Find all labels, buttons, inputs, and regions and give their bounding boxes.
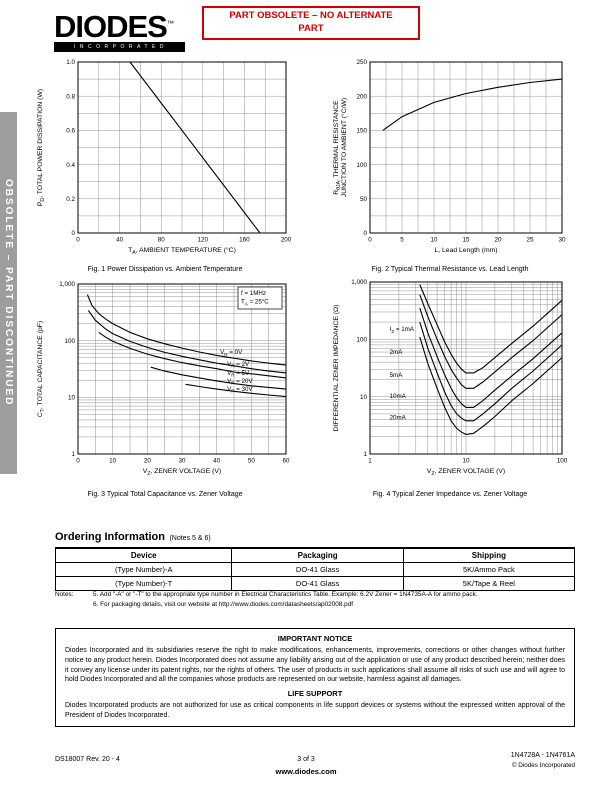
svg-text:0: 0: [368, 236, 372, 244]
column-header-device: Device: [56, 549, 232, 563]
svg-text:20mA: 20mA: [389, 414, 406, 422]
svg-text:10: 10: [462, 457, 470, 465]
svg-text:L, Lead Length (mm): L, Lead Length (mm): [434, 247, 498, 254]
svg-text:10: 10: [359, 393, 367, 401]
column-header-packaging: Packaging: [232, 549, 403, 563]
svg-text:VZ, ZENER VOLTAGE (V): $V_Z$, ZENER VOLTAGE (V): [426, 468, 506, 477]
ordering-table: [55, 548, 575, 591]
svg-text:PD, TOTAL POWER DISSIPATION (W: $P_D$, TOTAL POWER DISSIPATION (W): [37, 88, 46, 207]
svg-text:150: 150: [356, 127, 367, 135]
svg-text:50: 50: [247, 457, 255, 465]
svg-text:60: 60: [282, 457, 290, 465]
svg-text:JUNCTION TO AMBIENT (°C/W): JUNCTION TO AMBIENT (°C/W): [341, 97, 348, 198]
cell-shipping: 5K/Ammo Pack: [403, 563, 574, 577]
fig2-caption: Fig. 2 Typical Thermal Resistance vs. Lead Length: [371, 266, 529, 273]
svg-text:20: 20: [143, 457, 151, 465]
fig1-caption: Fig. 1 Power Dissipation vs. Ambient Temperature: [87, 266, 243, 273]
svg-text:30: 30: [178, 457, 186, 465]
svg-text:0: 0: [76, 457, 80, 465]
ordering-notes: [55, 590, 575, 609]
fig1-plot: [34, 56, 296, 261]
fig3-caption: Fig. 3 Typical Total Capacitance vs. Zener Voltage: [87, 491, 243, 498]
obsolete-sidebar-text: OBSOLETE – PART DISCONTINUED: [3, 179, 14, 407]
svg-text:1: 1: [368, 457, 372, 465]
svg-text:VR = 30V: $V_R = 30V$: [227, 385, 253, 394]
ordering-title: Ordering Information: [55, 531, 165, 543]
svg-text:CT, TOTAL CAPACITANCE (pF): $C_T$, TOTAL CAPACITANCE (pF): [37, 320, 46, 418]
svg-text:160: 160: [239, 236, 250, 244]
svg-text:25: 25: [526, 236, 534, 244]
important-notice-title: IMPORTANT NOTICE: [277, 634, 353, 643]
svg-text:TA, AMBIENT TEMPERATURE (°C): $T_A$, AMBIENT TEMPERATURE (°C): [128, 247, 236, 256]
note-6: 6. For packaging details, visit our website at http://www.diodes.com/datasheets/ap02008.pdf: [93, 600, 354, 608]
life-support-title: LIFE SUPPORT: [287, 689, 343, 699]
svg-text:15: 15: [462, 236, 470, 244]
svg-text:0: 0: [363, 230, 367, 238]
svg-text:VR = 20V: $V_R = 20V$: [227, 377, 253, 386]
fig1-power-dissipation-chart: [34, 56, 296, 273]
svg-text:5mA: 5mA: [389, 372, 403, 380]
document-number: DS18007 Rev. 20 - 4: [55, 756, 120, 763]
svg-text:250: 250: [356, 59, 367, 67]
fig3-plot: [34, 276, 296, 486]
svg-text:20: 20: [494, 236, 502, 244]
website-link[interactable]: www.diodes.com: [275, 767, 337, 776]
ordering-information-header: [55, 527, 575, 548]
logo-wordmark: DIODES™: [54, 9, 173, 44]
svg-text:IZ = 1mA: $I_Z = 1mA$: [389, 325, 414, 334]
fig2-plot: [330, 56, 570, 261]
svg-text:120: 120: [197, 236, 209, 244]
svg-text:10: 10: [430, 236, 438, 244]
svg-text:DIFFERENTIAL ZENER IMPEDANCE (: DIFFERENTIAL ZENER IMPEDANCE (Ω): [333, 304, 340, 432]
svg-text:40: 40: [213, 457, 221, 465]
svg-text:10: 10: [67, 394, 75, 402]
svg-text:TA = 25°C: $T_A = 25^\circ C$: [241, 298, 269, 307]
cell-shipping: 5K/Tape & Reel: [403, 577, 574, 591]
svg-text:0: 0: [71, 230, 75, 238]
svg-text:2mA: 2mA: [389, 349, 403, 357]
notes-label: Notes:: [55, 591, 74, 598]
note-5: 5. Add "-A" or "-T" to the appropriate type number in Electrical Characteristics Table. Example: 6.2V Zener = 1N4735A-A for ammo pack.: [93, 591, 478, 598]
svg-text:VR = 5V: $V_R = 5V$: [227, 369, 250, 378]
svg-text:200: 200: [280, 236, 292, 244]
cell-device: (Type Number)-A: [56, 563, 232, 577]
svg-text:1,000: 1,000: [351, 279, 367, 287]
fig4-plot: [330, 276, 570, 486]
svg-text:100: 100: [556, 457, 568, 465]
column-header-shipping: Shipping: [403, 549, 574, 563]
banner-line1: PART OBSOLETE – NO ALTERNATE: [229, 10, 393, 22]
svg-text:100: 100: [356, 161, 367, 169]
important-notice-body: Diodes Incorporated and its subsidiaries reserve the right to make modifications, enhancements, improvements, corrections or other changes without further notice to any product herein. Diodes Incorporated does not assume any liability arising out of the application or use of any product described herein; neither does it convey any license under its patent rights, nor the rights of others. The user of products in such applications shall assume all risks of such use and will agree to hold Diodes Incorporated and all the companies whose products are represented on our website, harmless against all damages.: [65, 647, 565, 684]
svg-text:100: 100: [356, 336, 367, 344]
svg-text:1: 1: [363, 451, 367, 459]
fig4-zener-impedance-chart: [330, 276, 570, 498]
table-row: [56, 563, 575, 577]
fig3-capacitance-chart: [34, 276, 296, 498]
diodes-logo: [54, 9, 194, 52]
svg-text:f = 1MHz: f = 1MHz: [241, 290, 266, 297]
svg-text:10: 10: [109, 457, 117, 465]
svg-text:0.6: 0.6: [66, 127, 75, 135]
svg-text:200: 200: [356, 93, 367, 101]
svg-text:VR = 2V: $V_R = 2V$: [227, 360, 250, 369]
ordering-title-note: (Notes 5 & 6): [169, 535, 211, 542]
svg-text:10mA: 10mA: [389, 392, 406, 400]
svg-text:1,000: 1,000: [59, 281, 75, 289]
svg-text:0.8: 0.8: [66, 93, 75, 101]
ordering-table-header-row: [56, 549, 575, 563]
svg-text:40: 40: [116, 236, 124, 244]
svg-text:50: 50: [359, 196, 367, 203]
svg-text:VR = 0V: $V_R = 0V$: [220, 349, 243, 357]
svg-text:0: 0: [76, 236, 80, 244]
cell-packaging: DO-41 Glass: [232, 577, 403, 591]
page-number: 3 of 3: [297, 756, 315, 763]
svg-text:80: 80: [157, 236, 165, 244]
svg-text:1: 1: [71, 451, 75, 459]
svg-text:RθJA, THERMAL RESISTANCE: $R_{\theta JA}$, THERMAL RESISTANCE: [333, 100, 342, 195]
banner-line2: PART: [298, 23, 324, 34]
svg-text:VZ, ZENER VOLTAGE (V): $V_Z$, ZENER VOLTAGE (V): [142, 468, 222, 477]
svg-text:1.0: 1.0: [66, 59, 75, 67]
cell-device: (Type Number)-T: [56, 577, 232, 591]
obsolete-sidebar: [0, 112, 17, 474]
svg-text:5: 5: [400, 236, 404, 244]
important-notice-box: [55, 628, 575, 727]
trademark-symbol: ™: [166, 20, 173, 28]
table-row: [56, 577, 575, 591]
fig2-thermal-resistance-chart: [330, 56, 570, 273]
svg-text:0.4: 0.4: [66, 161, 75, 169]
copyright-notice: © Diodes Incorporated: [511, 762, 575, 769]
logo-incorporated-bar: INCORPORATED: [54, 42, 185, 52]
fig4-caption: Fig. 4 Typical Zener Impedance vs. Zener Voltage: [372, 491, 528, 498]
svg-text:30: 30: [558, 236, 566, 244]
svg-text:100: 100: [64, 337, 75, 345]
cell-packaging: DO-41 Glass: [232, 563, 403, 577]
svg-text:0.2: 0.2: [66, 196, 75, 203]
part-number-range: 1N4728A - 1N4761A: [510, 752, 575, 759]
part-obsolete-banner: [202, 6, 420, 40]
life-support-body: Diodes Incorporated products are not authorized for use as critical components in life support devices or systems without the expressed written approval of the President of Diodes Incorporated.: [65, 702, 565, 719]
